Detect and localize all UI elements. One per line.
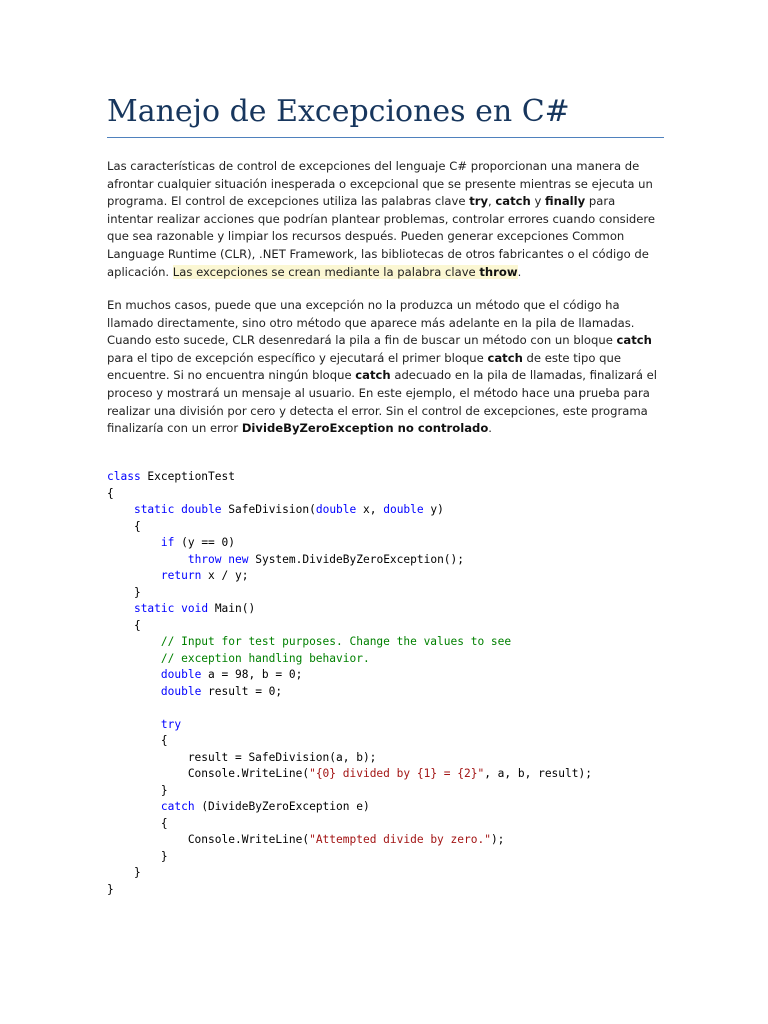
- paragraph-text: para intentar realizar acciones que podrían plantear problemas, controlar errores cuando considere que sea razonable y limpiar los recursos después. Pueden generar excepciones Common Language Runtime (CLR), .NET Framework, las bibliotecas de otros fabricantes o el código de aplicación.: [107, 194, 656, 279]
- paragraph-text: y: [530, 194, 546, 209]
- code-token: [107, 503, 134, 516]
- code-line: [107, 718, 181, 731]
- code-token: System.DivideByZeroException();: [248, 552, 465, 566]
- bold-keyword: DivideByZeroException no controlado: [241, 421, 489, 436]
- code-line: [107, 767, 592, 780]
- code-keyword: class: [107, 470, 141, 483]
- code-token: [107, 553, 188, 566]
- code-keyword: double: [315, 503, 357, 516]
- code-token: {: [107, 734, 168, 747]
- paragraph-text: ,: [488, 194, 496, 209]
- code-line: [107, 784, 168, 797]
- code-comment: // Input for test purposes. Change the values to see: [160, 635, 512, 648]
- bold-keyword: catch: [616, 333, 652, 348]
- code-line: [107, 503, 444, 516]
- code-token: Main(): [208, 602, 256, 615]
- code-keyword: return: [160, 569, 202, 582]
- code-line: [107, 520, 141, 533]
- code-line: [107, 685, 282, 698]
- code-token: , a, b, result);: [484, 767, 592, 780]
- code-keyword: double: [181, 503, 222, 516]
- code-token: }: [107, 783, 168, 797]
- code-keyword: catch: [160, 800, 195, 813]
- explanation-paragraph: [107, 297, 663, 438]
- bold-keyword: catch: [495, 194, 531, 209]
- code-keyword: double: [160, 684, 202, 698]
- bold-keyword: catch: [355, 368, 391, 383]
- code-sample: [107, 469, 667, 898]
- code-token: x,: [356, 503, 384, 516]
- code-token: (y == 0): [174, 536, 235, 549]
- code-token: }: [107, 585, 141, 599]
- code-token: x / y;: [201, 569, 249, 582]
- code-token: a = 98, b = 0;: [201, 668, 303, 681]
- code-token: (DivideByZeroException e): [194, 800, 370, 813]
- code-token: {: [107, 519, 141, 533]
- code-line: [107, 553, 464, 566]
- code-token: {: [107, 618, 141, 632]
- code-line: [107, 817, 168, 830]
- code-token: }: [107, 866, 141, 879]
- highlighted-text: Las excepciones se crean mediante la palabra clave: [172, 264, 480, 279]
- paragraph-text: Las características de control de excepciones del lenguaje C# proporcionan una manera de afrontar cualquier situación inesperada o excepcional que se presente mientras se ejecuta un programa. El control de excepciones utiliza las palabras clave: [107, 159, 653, 209]
- code-keyword: try: [160, 717, 182, 731]
- bold-keyword: try: [469, 194, 489, 209]
- code-line: [107, 866, 141, 879]
- code-line: [107, 536, 235, 549]
- intro-paragraph: [107, 158, 663, 281]
- code-line: [107, 635, 511, 648]
- paragraph-text: de este tipo que encuentre. Si no encuentra ningún bloque: [107, 350, 621, 383]
- code-token: result = 0;: [201, 684, 283, 698]
- code-line: [107, 586, 141, 599]
- code-token: [107, 635, 161, 648]
- code-token: }: [107, 849, 168, 863]
- code-keyword: double: [160, 668, 202, 681]
- code-line: [107, 602, 255, 615]
- code-comment: // exception handling behavior.: [160, 651, 370, 665]
- code-token: ExceptionTest: [140, 470, 235, 483]
- code-token: [107, 569, 161, 582]
- bold-keyword: finally: [545, 194, 586, 209]
- code-token: SafeDivision(: [221, 503, 316, 516]
- code-line: [107, 800, 370, 813]
- paragraph-text: En muchos casos, puede que una excepción no la produzca un método que el código ha llamado directamente, sino otro método que aparece más adelante en la pila de llamadas. Cuando esto sucede, CLR desenredará la pila a fin de buscar un método con un bloque: [107, 298, 635, 348]
- code-token: y): [423, 503, 444, 516]
- code-token: Console.WriteLine(: [107, 767, 310, 780]
- code-token: {: [107, 486, 114, 500]
- code-line: [107, 569, 248, 582]
- code-token: [107, 685, 161, 698]
- paragraph-text: .: [517, 264, 522, 279]
- code-string: "Attempted divide by zero.": [309, 833, 491, 846]
- paragraph-text: .: [488, 421, 492, 436]
- code-token: );: [490, 833, 505, 846]
- bold-keyword: catch: [487, 350, 523, 365]
- code-token: [107, 718, 161, 731]
- code-token: [107, 602, 134, 615]
- code-token: {: [107, 816, 168, 830]
- code-token: [107, 800, 161, 813]
- code-keyword: new: [228, 552, 249, 566]
- code-token: [107, 652, 161, 665]
- code-line: [107, 751, 376, 764]
- code-line: [107, 734, 168, 747]
- code-token: [107, 536, 161, 549]
- code-line: [107, 652, 370, 665]
- code-line: [107, 470, 235, 483]
- paragraph-text: adecuado en la pila de llamadas, finalizará el proceso y mostrará un mensaje al usuario. En este ejemplo, el método hace una prueba para realizar una división por cero y detecta el error. Sin el control de excepciones, este programa finalizaría con un error: [107, 368, 657, 436]
- code-string: "{0} divided by {1} = {2}": [309, 767, 485, 780]
- code-token: Console.WriteLine(: [107, 833, 310, 846]
- code-token: [107, 668, 161, 681]
- code-line: [107, 668, 302, 681]
- code-line: [107, 487, 114, 500]
- code-keyword: if: [160, 536, 175, 549]
- bold-keyword: throw: [479, 264, 518, 279]
- code-line: [107, 850, 168, 863]
- page-title: Manejo de Excepciones en C#: [107, 94, 570, 129]
- code-keyword: double: [383, 503, 424, 516]
- code-token: }: [107, 882, 114, 896]
- code-line: [107, 883, 114, 896]
- code-keyword: throw: [187, 552, 222, 566]
- code-line: [107, 833, 504, 846]
- code-keyword: static: [133, 503, 175, 516]
- code-keyword: static: [133, 602, 175, 615]
- code-keyword: void: [181, 602, 209, 615]
- title-underline: [107, 137, 664, 138]
- code-token: result = SafeDivision(a, b);: [107, 750, 377, 764]
- paragraph-text: para el tipo de excepción específico y ejecutará el primer bloque: [107, 350, 488, 365]
- code-line: [107, 619, 141, 632]
